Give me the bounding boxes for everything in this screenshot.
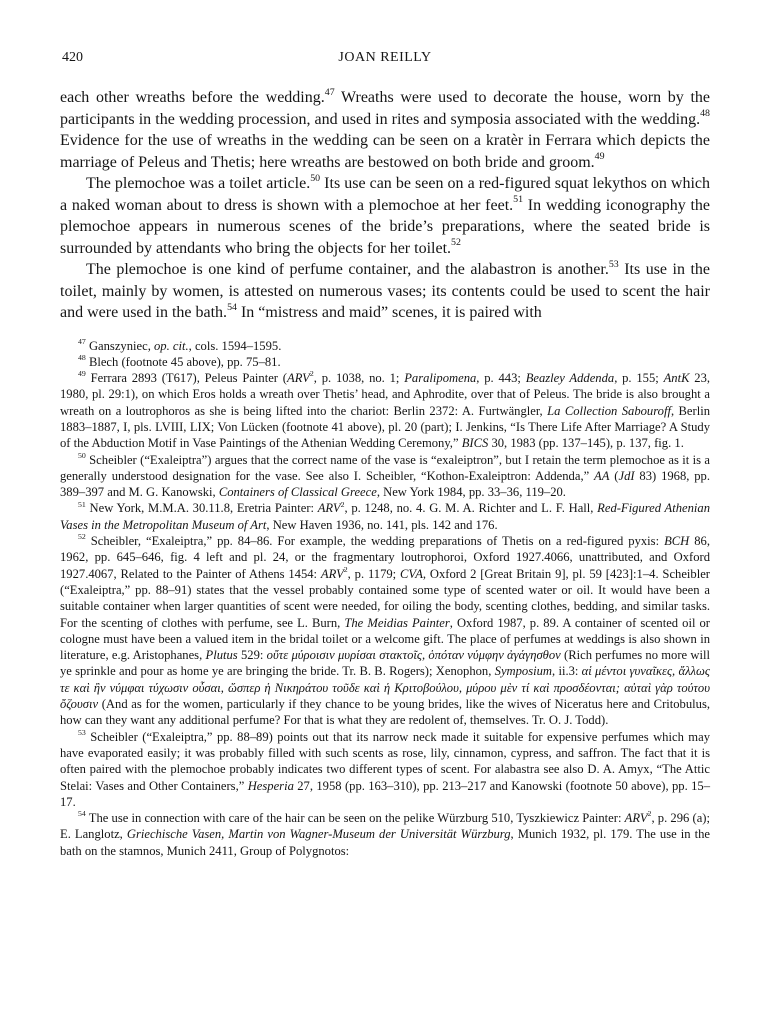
text-run: , p. 443; <box>476 371 526 386</box>
text-run: The plemochoe is one kind of perfume container, and the alabastron is another. <box>86 261 609 278</box>
italic-run: Containers of Classical Greece <box>218 485 377 500</box>
footnote-ref: 49 <box>594 151 605 163</box>
italic-run: BICS <box>461 436 489 451</box>
footnote-49 <box>60 370 710 451</box>
italic-run: ARV <box>320 566 344 581</box>
text-run: , ii.3: <box>552 664 582 679</box>
footnote-ref: 47 <box>324 86 335 98</box>
footnote-ref: 52 <box>451 237 461 249</box>
italic-run: Symposium <box>494 664 553 679</box>
text-run: Scheibler (“Exaleiptra,” pp. 88–89) points out that its narrow neck made it suitable for expensive perfumes which may have evaporated easily; it was probably filled with such scents as rose, lily, cinnamon, cypress, and saffron. The fact that it is often paired with the plemochoe probably indicates two different types of scent. For alabastra see also D. A. Amyx, “The Attic Stelai: Vases and Other Containers,” <box>60 729 710 793</box>
text-run: Ganszyniec, <box>85 338 154 353</box>
footnote-number: 54 <box>78 809 86 819</box>
footnote-number: 51 <box>78 499 86 509</box>
italic-run: op. cit. <box>154 338 189 353</box>
text-run: , cols. 1594–1595. <box>188 338 282 353</box>
text-run: , Munich 1932, pl. 179. The use in the bath on the stamnos, Munich 2411, Group of Polygnotos: <box>60 827 710 858</box>
italic-run: JdI <box>618 468 635 483</box>
paragraph-perfume-container <box>60 259 710 324</box>
italic-run: ARV <box>624 811 648 826</box>
italic-run: The Meidias Painter <box>344 615 450 630</box>
footnote-number: 48 <box>78 352 86 362</box>
footnote-ref: 54 <box>227 301 237 313</box>
greek-quote: αἱ μέντοι γυναῖκες, ἄλλως τε καὶ ἢν νύμφαι τύχωσιν οὖσαι, ὥσπερ ἡ Νικηράτου τοῦδε καὶ ἡ Κριτοβούλου, μύρου μὲν τί καὶ προσδέονται; αὐταὶ γὰρ τούτου ὄζουσιν <box>60 664 711 712</box>
text-run: Its use in the toilet, mainly by women, is attested on numerous vases; its contents could be used to scent the hair and were used in the bath. <box>60 261 711 321</box>
italic-run: AA <box>594 468 610 483</box>
italic-run: ARV <box>287 371 310 386</box>
text-run: each other wreaths before the wedding. <box>60 89 325 106</box>
superscript: 2 <box>309 369 314 379</box>
footnotes <box>60 338 710 860</box>
running-title: JOAN REILLY <box>338 50 432 65</box>
text-run: , New York 1984, pp. 33–36, 119–20. <box>376 485 566 500</box>
italic-run: Red-Figured Athenian Vases in the Metropolitan Museum of Art <box>60 501 710 532</box>
paragraph-plemochoe <box>60 173 710 259</box>
text-run: 27, 1958 (pp. 163–310), pp. 213–217 and Kanowski (footnote 50 above), pp. 15–17. <box>60 778 710 809</box>
footnote-47 <box>60 338 710 354</box>
text-run: Blech (footnote 45 above), pp. 75–81. <box>85 354 281 369</box>
footnote-51 <box>60 500 710 533</box>
text-run: , p. 1038, no. 1; <box>313 371 405 386</box>
text-run: , Oxford 1987, p. 89. A container of scented oil or cologne must have been a valued item in the bridal toilet or a welcome gift. The place of perfumes at weddings is also shown in literature, e.g. Aristophanes, <box>60 615 711 663</box>
text-run: , New Haven 1936, no. 141, pls. 142 and 176. <box>266 517 498 532</box>
italic-run: Griechische Vasen, Martin von Wagner-Museum der Universität Würzburg <box>126 827 511 842</box>
footnote-number: 49 <box>78 369 86 379</box>
text-run: , Oxford 2 [Great Britain 9], pl. 59 [423]:1–4. Scheibler (“Exaleiptra,” pp. 88–91) states that the vessel probably contained some type of scented water or oil. It would have been a suitable container when larger quantities of scent were needed, for oiling the body, scenting clothes, bedding, and similar tasks. For the scenting of clothes with perfume, see L. Burn, <box>60 566 710 630</box>
paragraph-wreaths <box>60 87 710 173</box>
text-run: (And as for the women, particularly if they chance to be young brides, like the wives of Niceratus here and Critobulus, how can they want any additional perfume? For that is what they are redolent of, themselves. Tr. O. J. Todd). <box>60 697 710 728</box>
text-run: Scheibler (“Exaleiptra”) argues that the correct name of the vase is “exaleiptron”, but I retain the term plemochoe as it is a generally understood designation for the vase. See also I. Scheibler, “Kothon-Exaleiptron: Addenda,” <box>60 452 710 483</box>
footnote-ref: 48 <box>700 108 710 120</box>
text-run: , p. 296 (a); E. Langlotz, <box>60 811 711 842</box>
text-run: 83) 1968, pp. 389–397 and M. G. Kanowski, <box>60 468 711 500</box>
footnote-50 <box>60 452 710 501</box>
footnote-number: 50 <box>78 450 86 460</box>
text-run: Scheibler, “Exaleiptra,” pp. 84–86. For example, the wedding preparations of Thetis on a red-figured pyxis: <box>85 534 665 549</box>
italic-run: Hesperia <box>247 778 294 793</box>
footnote-number: 47 <box>78 336 86 346</box>
text-run: In wedding iconography the plemochoe appears in numerous scenes of the bride’s preparations, where the seated bride is surrounded by attendants who bring the objects for her toilet. <box>60 196 711 257</box>
text-run: Ferrara 2893 (T617), Peleus Painter ( <box>85 371 287 386</box>
italic-run: Plutus <box>205 648 238 663</box>
greek-quote: οὔτε μύροισιν μυρίσαι στακτοῖς, ὁπόταν νύμφην ἀγάγησθον <box>266 648 561 663</box>
text-run: , p. 1248, no. 4. G. M. A. Richter and L. F. Hall, <box>344 501 598 516</box>
text-run: 529: <box>237 648 267 663</box>
running-head <box>60 50 710 76</box>
superscript: 2 <box>647 809 652 819</box>
text-run: , p. 155; <box>614 371 664 386</box>
footnote-ref: 50 <box>310 172 321 184</box>
text-run: New York, M.M.A. 30.11.8, Eretria Painter: <box>85 501 318 516</box>
superscript: 2 <box>340 499 345 509</box>
text-run: The plemochoe was a toilet article. <box>86 175 311 192</box>
text-run: , p. 1179; <box>347 566 401 581</box>
italic-run: BCH <box>664 534 690 549</box>
italic-run: Paralipomena <box>404 371 477 386</box>
text-run: Wreaths were used to decorate the house, worn by the participants in the wedding procession, and used in rites and symposia associated with the wedding. <box>60 89 711 128</box>
footnote-number: 52 <box>78 532 86 542</box>
text-run: (Rich perfumes no more will ye sprinkle and pour as home ye are bringing the bride. Tr. B. B. Rogers); Xenophon, <box>60 648 711 679</box>
text-run: In “mistress and maid” scenes, it is paired with <box>236 304 542 321</box>
page-number: 420 <box>62 50 83 65</box>
italic-run: CVA <box>400 566 423 581</box>
text-run: 23, 1980, pl. 29:1), on which Eros holds a wreath over Thetis’ head, and Aphrodite, over that of Peleus. The bride is also brought a wreath on a loutrophoros as she is being lifted into the chariot: Berlin 2372: A. Furtwängler, <box>60 371 711 418</box>
italic-run: AntK <box>663 371 690 386</box>
superscript: 2 <box>343 564 348 574</box>
body-text <box>60 87 710 324</box>
footnote-54 <box>60 810 710 859</box>
italic-run: ARV <box>317 501 341 516</box>
footnote-ref: 53 <box>608 258 619 270</box>
footnote-number: 53 <box>78 727 86 737</box>
italic-run: Beazley Addenda <box>525 371 615 386</box>
page <box>60 50 710 859</box>
text-run: Its use can be seen on a red-figured squat lekythos on which a naked woman about to dress is shown with a plemochoe at her feet. <box>60 175 711 214</box>
text-run: The use in connection with care of the hair can be seen on the pelike Würzburg 510, Tyszkiewicz Painter: <box>85 811 625 826</box>
footnote-48 <box>60 354 710 370</box>
italic-run: La Collection Sabouroff <box>547 403 671 418</box>
text-run: Evidence for the use of wreaths in the wedding can be seen on a kratèr in Ferrara which depicts the marriage of Peleus and Thetis; here wreaths are bestowed on both bride and groom. <box>60 132 710 171</box>
text-run: ( <box>609 468 619 483</box>
footnote-53 <box>60 729 710 810</box>
text-run: 86, 1962, pp. 645–646, fig. 4 left and pl. 24, or the fragmentary loutrophoroi, Oxford 1927.4066, unattributed, and Oxford 1927.4067, Related to the Painter of Athens 1454: <box>60 534 711 581</box>
text-run: , Berlin 1883–1887, I, pls. LVIII, LIX; Von Lücken (footnote 41 above), pl. 20 (part); I. Jenkins, “Is There Life After Marriage? A Study of the Abduction Motif in Vase Paintings of the Athenian Wedding Ceremony,” <box>60 403 710 451</box>
text-run: 30, 1983 (pp. 137–145), p. 137, fig. 1. <box>488 436 684 451</box>
footnote-ref: 51 <box>513 194 524 206</box>
footnote-52 <box>60 533 710 729</box>
